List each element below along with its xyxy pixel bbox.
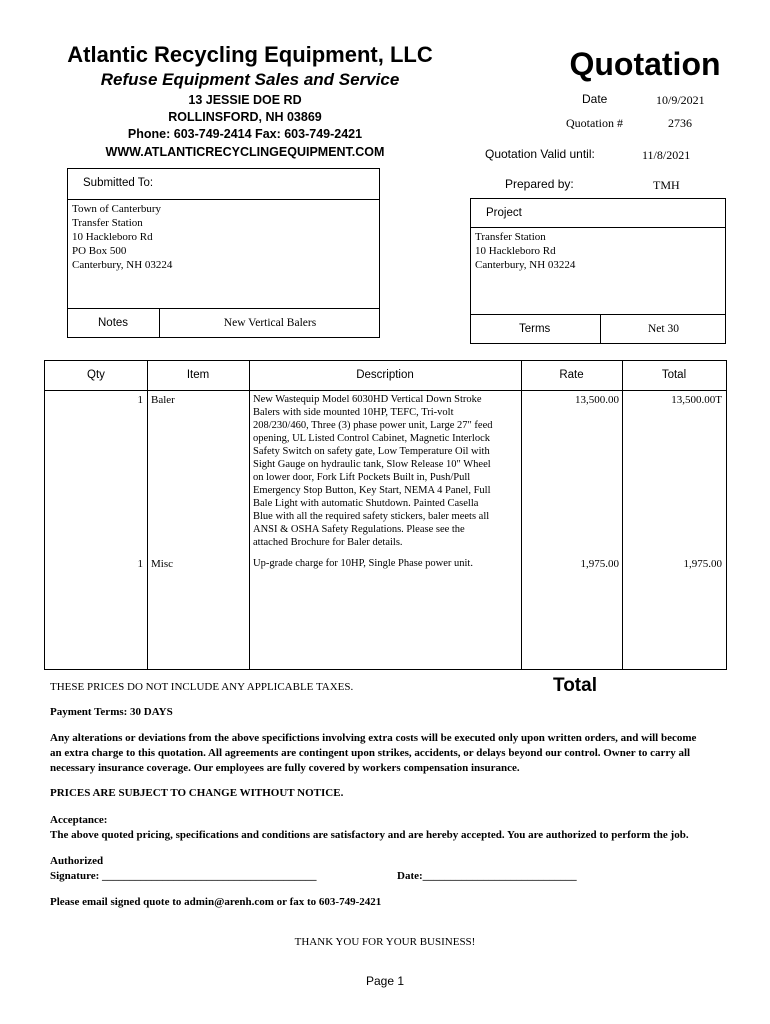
address-line: Canterbury, NH 03224 (72, 259, 173, 271)
row-rate: 1,975.00 (580, 558, 619, 570)
quote-number-label: Quotation # (566, 116, 623, 130)
payment-terms: Payment Terms: 30 DAYS (50, 706, 173, 718)
submitted-to-header (67, 168, 380, 200)
email-instructions: Please email signed quote to admin@arenh.com or fax to 603-749-2421 (50, 896, 382, 908)
row-rate: 13,500.00 (575, 394, 619, 406)
row-qty: 1 (137, 558, 143, 570)
address-line: PO Box 500 (72, 245, 127, 257)
company-website: WWW.ATLANTICRECYCLINGEQUIPMENT.COM (105, 145, 385, 159)
terms-value: Net 30 (648, 323, 679, 335)
thank-you-message: THANK YOU FOR YOUR BUSINESS! (294, 936, 476, 948)
date-line: Date:____________________________ (397, 870, 577, 882)
terms-label: Terms (519, 323, 551, 335)
row-description: New Wastequip Model 6030HD Vertical Down Stroke Balers with side mounted 10HP, TEFC, Tri-volt 208/230/460, Three (3) phase power unit, Large 27" feed opening, UL Listed Control Cabinet, Magnetic Interlock Safety Switch on safety gate, Low Temperature Oil with Sight Gauge on hydraulic tank, Slow Release 10" Wheel on lower door, Fork Lift Pockets Built in, Push/Pull Emergency Stop Button, Key Start, NEMA 4 Panel, Full Bale Light with automatic Shutdown. Painted Casella Blue with all the required safety stickers, baler meets all ANSI & OSHA Safety Regulations. Please see the attached Brochure for Baler details. (253, 394, 493, 548)
column-header-total: Total (661, 369, 687, 381)
alterations-clause: Any alterations or deviations from the above specifictions involving extra costs will be executed only upon written orders, and will become an extra charge to this quotation. All agreements are contingent upon strikes, accidents, or delays beyond our control. Owner to carry all necessary insurance coverage. Our employees are fully covered by workers compensation insurance. (50, 732, 697, 774)
price-change-notice: PRICES ARE SUBJECT TO CHANGE WITHOUT NOTICE. (50, 787, 344, 799)
project-header (470, 198, 726, 228)
company-address-line1: 13 JESSIE DOE RD (188, 93, 302, 107)
row-item: Baler (151, 394, 175, 406)
address-line: Transfer Station (475, 231, 546, 243)
column-header-rate: Rate (559, 369, 584, 381)
quote-number: 2736 (668, 116, 692, 130)
address-line: 10 Hackleboro Rd (475, 245, 556, 257)
submitted-to-label: Submitted To: (83, 177, 154, 189)
acceptance-label: Acceptance: (50, 814, 108, 826)
company-phone: Phone: 603-749-2414 Fax: 603-749-2421 (127, 127, 363, 141)
prepared-by-value: TMH (653, 178, 680, 192)
submitted-to-box (67, 199, 380, 309)
submitted-to-address (72, 202, 172, 272)
prepared-by-label: Prepared by: (505, 177, 574, 191)
address-line: 10 Hackleboro Rd (72, 231, 153, 243)
address-line: Canterbury, NH 03224 (475, 259, 576, 271)
project-address (475, 230, 575, 272)
project-box (470, 227, 726, 315)
column-header-qty: Qty (87, 369, 105, 381)
valid-until-date: 11/8/2021 (642, 148, 691, 162)
date-label: Date (582, 92, 608, 106)
project-label: Project (486, 207, 522, 219)
row-qty: 1 (137, 394, 143, 406)
valid-until-label: Quotation Valid until: (485, 147, 595, 161)
row-item: Misc (151, 558, 173, 570)
signature-line: Signature: _______________________________________ (50, 870, 317, 882)
page-number: Page 1 (365, 974, 405, 988)
company-name: Atlantic Recycling Equipment, LLC (67, 42, 433, 67)
document-title: Quotation (569, 46, 721, 82)
taxes-note: THESE PRICES DO NOT INCLUDE ANY APPLICABLE TAXES. (50, 681, 354, 693)
grand-total-label: Total (553, 675, 597, 696)
column-header-item: Item (186, 369, 210, 381)
quote-date: 10/9/2021 (656, 93, 705, 107)
acceptance-text: The above quoted pricing, specifications and conditions are satisfactory and are hereby accepted. You are authorized to perform the job. (50, 829, 689, 841)
row-description: Up-grade charge for 10HP, Single Phase power unit. (253, 558, 473, 569)
terms-box (470, 314, 726, 344)
address-line: Town of Canterbury (72, 203, 162, 215)
line-items-table (44, 360, 727, 670)
company-tagline: Refuse Equipment Sales and Service (100, 70, 400, 89)
notes-value: New Vertical Balers (223, 317, 317, 329)
authorized-label: Authorized (50, 855, 104, 867)
notes-box (67, 308, 380, 338)
address-line: Transfer Station (72, 217, 143, 229)
row-total: 1,975.00 (683, 558, 722, 570)
row-total: 13,500.00T (671, 394, 722, 406)
column-header-description: Description (356, 369, 414, 381)
company-address-line2: ROLLINSFORD, NH 03869 (168, 110, 322, 124)
notes-label: Notes (98, 317, 129, 329)
